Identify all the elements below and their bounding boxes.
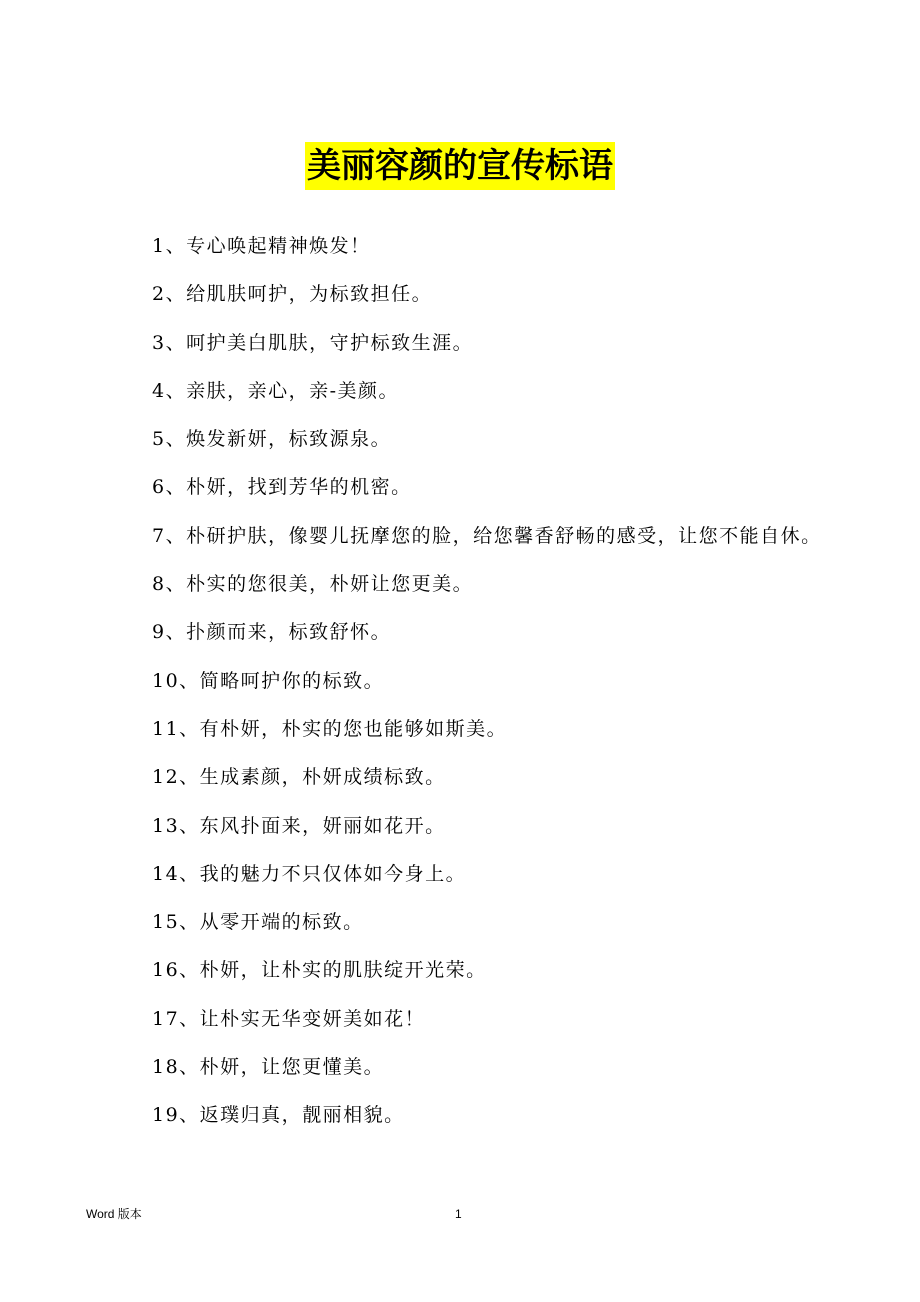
list-item: 11、有朴妍，朴实的您也能够如斯美。 [152,717,508,740]
list-item: 18、朴妍，让您更懂美。 [152,1056,385,1079]
list-item: 1、专心唤起精神焕发！ [152,235,371,257]
title-container [0,142,920,190]
list-item: 19、返璞归真，靓丽相貌。 [152,1104,405,1127]
list-item: 16、朴妍，让朴实的肌肤绽开光荣。 [152,959,487,982]
list-item: 17、让朴实无华变妍美如花！ [152,1007,426,1030]
list-item: 10、简略呵护你的标致。 [152,669,385,692]
list-item: 2、给肌肤呵护，为标致担任。 [152,283,433,306]
list-item: 4、亲肤，亲心，亲-美颜。 [152,379,400,402]
list-item: 6、朴妍，找到芳华的机密。 [152,476,412,499]
footer-page-number: 1 [455,1207,462,1221]
list-item: 3、呵护美白肌肤，守护标致生涯。 [152,331,474,354]
document-title: 美丽容颜的宣传标语 [305,142,615,190]
slogan-list [86,222,826,1140]
list-item: 14、我的魅力不只仅体如今身上。 [152,862,467,885]
list-item: 9、扑颜而来，标致舒怀。 [152,621,392,644]
list-item: 13、东风扑面来，妍丽如花开。 [152,814,446,837]
list-item: 15、从零开端的标致。 [152,911,364,934]
list-item: 12、生成素颜，朴妍成绩标致。 [152,766,446,789]
footer-version-label: Word 版本 [86,1207,142,1221]
list-item: 5、焕发新妍，标致源泉。 [152,428,392,451]
list-item: 7、朴研护肤，像婴儿抚摩您的脸，给您馨香舒畅的感受，让您不能自休。 [152,524,822,547]
list-item: 8、朴实的您很美，朴妍让您更美。 [152,573,474,596]
